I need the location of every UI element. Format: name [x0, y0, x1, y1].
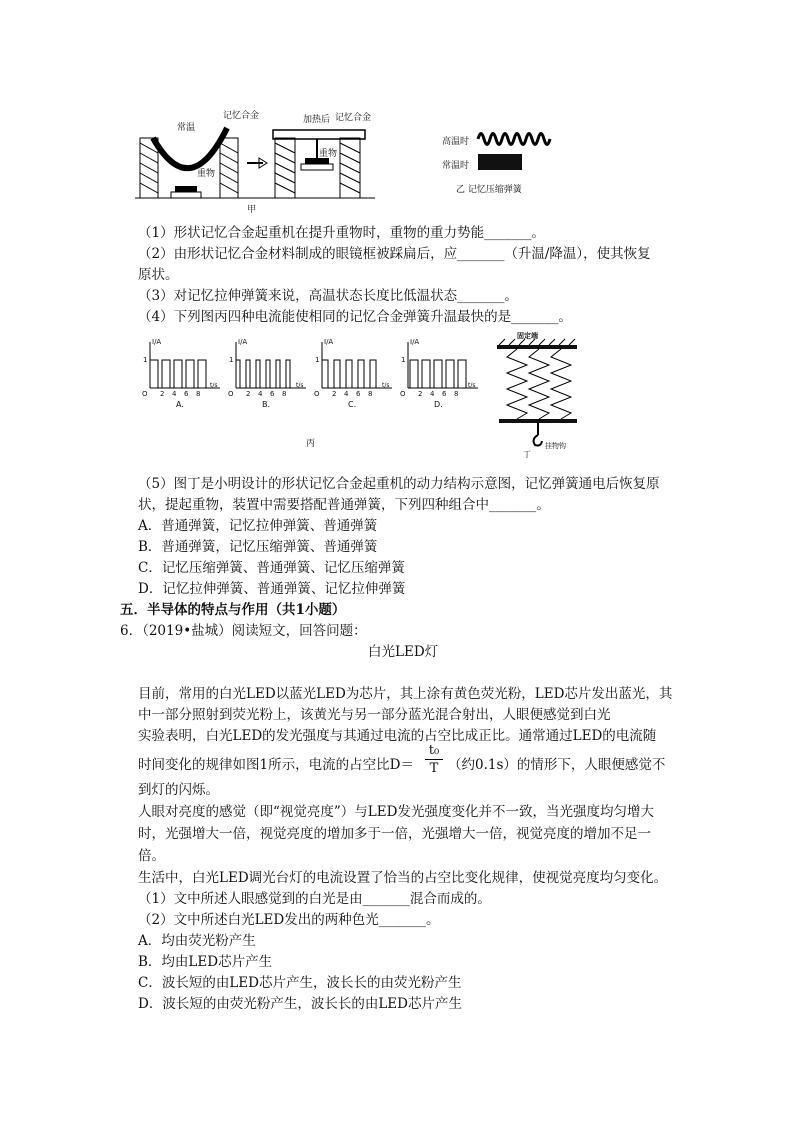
option-5a: A．普通弹簧，记忆拉伸弹簧、普通弹簧: [138, 518, 378, 534]
graph-c-label: C.: [348, 400, 357, 409]
graph-c-tick-2: 2: [332, 390, 337, 398]
label-after-heat: 加热后: [303, 115, 331, 125]
graph-c-tick-6: 6: [356, 390, 361, 398]
label-fixed-end: 固定端: [517, 332, 538, 340]
figure-bing: [140, 338, 480, 453]
graph-b-label: B.: [262, 400, 271, 409]
duty-fraction: [425, 743, 443, 776]
figure-ding: [495, 333, 585, 463]
graph-a: [140, 338, 222, 418]
paragraph2-line-4: 倍。: [138, 848, 165, 864]
graph-a-origin: O: [142, 390, 148, 398]
graph-d: [398, 338, 480, 418]
graph-a-label: A.: [176, 400, 184, 409]
graph-b-origin: O: [228, 390, 234, 398]
paragraph2-line-3: 时，光强增大一倍，视觉亮度的增加多于一倍，光强增大一倍，视觉亮度的增加不足一: [138, 826, 651, 842]
graph-a-tick-6: 6: [184, 390, 189, 398]
graph-a-tick-8: 8: [196, 390, 201, 398]
graph-b-tick-6: 6: [270, 390, 275, 398]
question-2: （2）由形状记忆合金材料制成的眼镜框被踩扁后，应_______（升温/降温），使其恢复: [138, 246, 651, 262]
caption-ding: 丁: [523, 450, 531, 459]
paragraph2-line-1: 到灯的闪烁。: [138, 782, 219, 798]
label-normal-temp: 常温: [177, 123, 196, 133]
paragraph-line-2: 中一部分照射到荧光粉上，该黄光与另一部分蓝光混合射出，人眼便感觉到白光: [138, 707, 611, 723]
graph-b-axis-x: t/s: [296, 382, 304, 389]
graph-b-tick-2: 2: [246, 390, 251, 398]
section-title: 五．半导体的特点与作用（共1小题）: [120, 602, 346, 618]
label-weight-2: 重物: [319, 149, 338, 159]
option-6d: D．波长短的由荧光粉产生，波长长的由LED芯片产生: [138, 996, 462, 1012]
graph-a-plot: [140, 338, 222, 398]
figure-jia: [135, 108, 375, 213]
spring-crane-structure: [495, 333, 585, 463]
label-memory-alloy-1: 记忆合金: [223, 111, 260, 121]
caption-jia: 甲: [247, 205, 257, 215]
spring-normal-temp: [476, 152, 526, 172]
graph-c-tick-4: 4: [344, 390, 349, 398]
graph-b-tick-8: 8: [282, 390, 287, 398]
question-6-2: （2）文中所述白光LED发出的两种色光_______。: [138, 912, 440, 928]
question-2-cont: 原状。: [138, 267, 179, 283]
graph-a-tick-one: 1: [143, 356, 148, 364]
graph-d-axis-y: I/A: [410, 338, 420, 346]
graph-b: [226, 338, 308, 418]
graph-c-tick-8: 8: [368, 390, 373, 398]
paragraph2-line-2: 人眼对亮度的感觉（即“视觉亮度”）与LED发光强度变化并不一致，当光强度均匀增大: [138, 804, 654, 820]
memory-alloy-crane-diagram: [135, 108, 375, 213]
question-4: （4）下列图丙四种电流能使相同的记忆合金弹簧升温最快的是_______。: [138, 309, 572, 325]
duty-line-before: 时间变化的规律如图1所示，电流的占空比D＝: [138, 757, 414, 773]
graph-d-tick-8: 8: [454, 390, 459, 398]
option-6c: C．波长短的由LED芯片产生，波长长的由荧光粉产生: [138, 975, 462, 991]
graph-a-tick-2: 2: [160, 390, 165, 398]
label-memory-alloy-2: 记忆合金: [335, 113, 372, 123]
question-6-1: （1）文中所述人眼感觉到的白光是由_______混合而成的。: [138, 891, 491, 907]
graph-d-origin: O: [400, 390, 406, 398]
graph-c-origin: O: [314, 390, 320, 398]
question-5: （5）图丁是小明设计的形状记忆合金起重机的动力结构示意图，记忆弹簧通电后恢复原: [138, 476, 660, 492]
paragraph-line-3: 实验表明，白光LED的发光强度与其通过电流的占空比成正比。通常通过LED的电流随: [138, 728, 657, 744]
question-1: （1）形状记忆合金起重机在提升重物时，重物的重力势能_______。: [138, 225, 545, 241]
label-hook: 挂物钩: [545, 442, 566, 450]
graph-c-axis-x: t/s: [382, 382, 390, 389]
option-5c: C．记忆压缩弹簧、普通弹簧、记忆压缩弹簧: [138, 560, 405, 576]
duty-numerator: t₀: [428, 743, 440, 758]
option-6a: A．均由荧光粉产生: [138, 933, 256, 949]
label-weight-1: 重物: [197, 169, 216, 179]
question-5-cont: 状，提起重物，装置中需要搭配普通弹簧，下列四种组合中_______。: [138, 497, 550, 513]
duty-line-after: （约0.1s）的情形下，人眼便感觉不: [448, 757, 666, 773]
graph-b-plot: [226, 338, 308, 398]
graph-d-label: D.: [434, 400, 443, 409]
graph-d-tick-2: 2: [418, 390, 423, 398]
graph-d-tick-one: 1: [401, 356, 406, 364]
graph-a-axis-x: t/s: [210, 382, 218, 389]
question-6-intro: 6．（2019•盐城）阅读短文，回答问题：: [120, 623, 367, 639]
option-5b: B．普通弹簧，记忆压缩弹簧、普通弹簧: [138, 539, 378, 555]
graph-d-tick-4: 4: [430, 390, 435, 398]
caption-yi: 乙 记忆压缩弹簧: [456, 185, 522, 195]
label-normal-temp-spring: 常温时: [442, 161, 470, 171]
graph-a-tick-4: 4: [172, 390, 177, 398]
duty-fraction-bar: [425, 759, 443, 760]
graph-b-axis-y: I/A: [238, 338, 248, 346]
graph-d-axis-x: t/s: [468, 382, 476, 389]
question-3: （3）对记忆拉伸弹簧来说，高温状态长度比低温状态_______。: [138, 288, 518, 304]
caption-bing: 丙: [306, 439, 316, 449]
option-6b: B．均由LED芯片产生: [138, 954, 273, 970]
figure-yi: [442, 122, 572, 202]
graph-b-tick-4: 4: [258, 390, 263, 398]
graph-b-tick-one: 1: [229, 356, 234, 364]
graph-c-axis-y: I/A: [324, 338, 334, 346]
graph-c: [312, 338, 394, 418]
spring-high-temp: [476, 128, 556, 150]
graph-a-axis-y: I/A: [152, 338, 162, 346]
label-high-temp: 高温时: [442, 137, 470, 147]
paragraph-line-1: 目前，常用的白光LED以蓝光LED为芯片，其上涂有黄色荧光粉，LED芯片发出蓝光，其: [138, 686, 673, 702]
graph-d-tick-6: 6: [442, 390, 447, 398]
option-5d: D．记忆拉伸弹簧、普通弹簧、记忆拉伸弹簧: [138, 581, 406, 597]
graph-c-tick-one: 1: [315, 356, 320, 364]
graph-d-plot: [398, 338, 480, 398]
article-title: 白光LED灯: [368, 644, 439, 660]
duty-denominator: T: [429, 761, 439, 776]
graph-c-plot: [312, 338, 394, 398]
paragraph2-line-5: 生活中，白光LED调光台灯的电流设置了恰当的占空比变化规律，使视觉亮度均匀变化。: [138, 870, 668, 886]
